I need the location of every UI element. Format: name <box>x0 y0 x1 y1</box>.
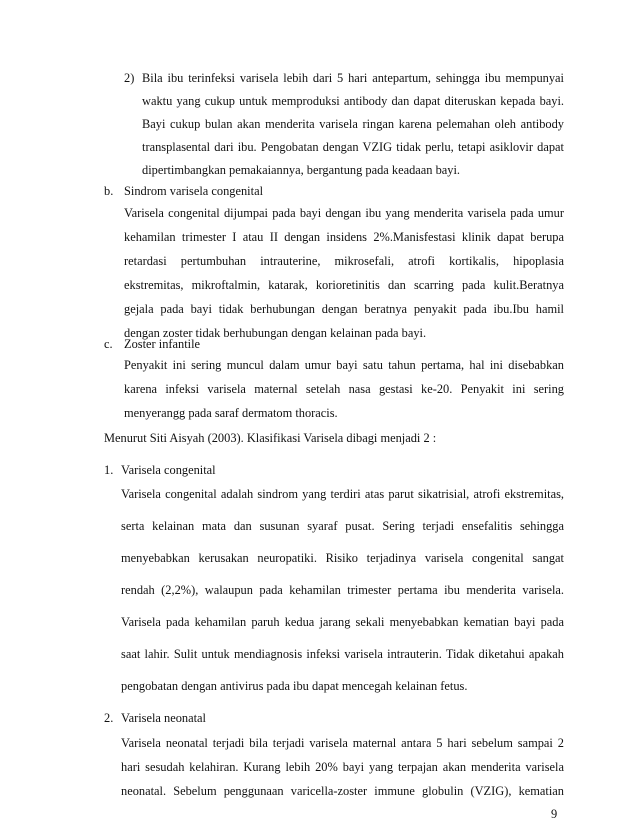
item-2-marker: 2) <box>124 71 135 85</box>
section-b-line-4: ekstremitas, mikroftalmin, katarak, korioretinitis dan scarring pada kulit.Beratnya <box>124 278 564 292</box>
section-b-line-3: retardasi pertumbuhan intrauterine, mikrosefali, atrofi kortikalis, hipoplasia <box>124 254 564 268</box>
section-c-marker: c. <box>104 337 113 351</box>
class-1-line-4: rendah (2,2%), walaupun pada kehamilan trimester pertama ibu menderita varisela. <box>121 583 564 597</box>
class-1-line-5: Varisela pada kehamilan paruh kedua jarang sekali menyebabkan kematian bayi pada <box>121 615 564 629</box>
class-2-marker: 2. <box>104 711 114 725</box>
section-c-line-2: karena infeksi varisela maternal setelah nasa gestasi ke-20. Penyakit ini sering <box>124 382 564 396</box>
class-2-line-1: Varisela neonatal terjadi bila terjadi varisela maternal antara 5 hari sebelum sampai 2 <box>121 736 564 750</box>
class-2-line-3: neonatal. Sebelum penggunaan varicella-zoster immune globulin (VZIG), kematian <box>121 784 564 798</box>
section-b-marker: b. <box>104 184 114 198</box>
item-2-line-3: Bayi cukup bulan akan menderita varisela ringan karena pelemahan oleh antibody <box>142 117 564 131</box>
section-c-title: Zoster infantile <box>124 337 201 351</box>
section-b-title: Sindrom varisela congenital <box>124 184 264 198</box>
section-b-line-5: gejala pada bayi tidak berhubungan dengan beratnya penyakit pada ibu.Ibu hamil <box>124 302 564 316</box>
classification-intro: Menurut Siti Aisyah (2003). Klasifikasi Varisela dibagi menjadi 2 : <box>104 431 437 445</box>
section-c-line-1: Penyakit ini sering muncul dalam umur bayi satu tahun pertama, hal ini disebabkan <box>124 358 564 372</box>
section-b-line-2: kehamilan trimester I atau II dengan insidens 2%.Manisfestasi klinik dapat berupa <box>124 230 564 244</box>
class-1-line-2: serta kelainan mata dan susunan syaraf pusat. Sering terjadi ensefalitis sehingga <box>121 519 564 533</box>
page-number: 9 <box>551 807 558 821</box>
item-2-line-4: transplasental dari ibu. Pengobatan dengan VZIG tidak perlu, tetapi asiklovir dapat <box>142 140 564 154</box>
section-b-line-1: Varisela congenital dijumpai pada bayi dengan ibu yang menderita varisela pada umur <box>124 206 564 220</box>
section-c-line-3: menyerangg pada saraf dermatom thoracis. <box>124 406 338 420</box>
class-2-line-2: hari sesudah kelahiran. Kurang lebih 20% bayi yang terpajan akan menderita varisela <box>121 760 564 774</box>
class-1-line-3: menyebabkan kerusakan neuropatiki. Risiko terjadinya varisela congenital sangat <box>121 551 564 565</box>
item-2-line-2: waktu yang cukup untuk memproduksi antibody dan dapat diteruskan kepada bayi. <box>142 94 564 108</box>
class-2-title: Varisela neonatal <box>121 711 206 725</box>
class-1-marker: 1. <box>104 463 114 477</box>
class-1-line-1: Varisela congenital adalah sindrom yang terdiri atas parut sikatrisial, atrofi ekstremitas, <box>121 487 564 501</box>
item-2-line-5: dipertimbangkan pemakaiannya, bergantung pada keadaan bayi. <box>142 163 461 177</box>
class-1-line-7: pengobatan dengan antivirus pada ibu dapat mencegah kelainan fetus. <box>121 679 468 693</box>
class-1-line-6: saat lahir. Sulit untuk mendiagnosis infeksi varisela intrauterin. Tidak diketahui apakah <box>121 647 564 661</box>
section-b-line-6: dengan zoster tidak berhubungan dengan kelainan pada bayi. <box>124 326 427 340</box>
class-1-title: Varisela congenital <box>121 463 216 477</box>
item-2-line-1: Bila ibu terinfeksi varisela lebih dari 5 hari antepartum, sehingga ibu mempunyai <box>142 71 564 85</box>
